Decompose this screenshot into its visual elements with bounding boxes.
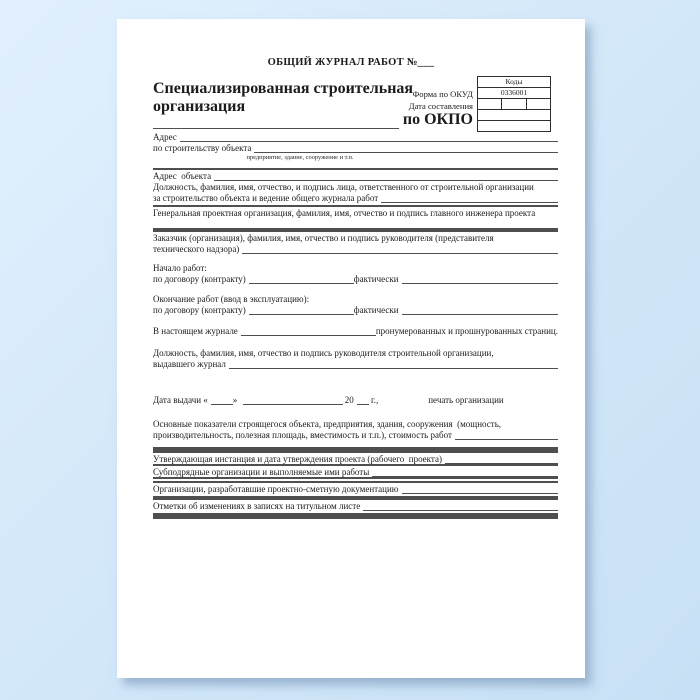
label-text: фактически	[353, 305, 399, 315]
label-text: Субподрядные организации и выполняемые ими работы	[153, 467, 370, 477]
blank-underline	[153, 517, 558, 518]
codes-table-header: Коды	[478, 77, 551, 88]
blank-underline	[363, 500, 558, 511]
form-line	[153, 142, 558, 153]
label-text: производительность, полезная площадь, вместимость и т.п.), стоимость работ	[153, 430, 452, 440]
form-line	[153, 429, 558, 440]
form-line	[153, 232, 558, 243]
blank-underline	[455, 429, 558, 440]
label-text: Организации, разработавшие проектно-сметную документацию	[153, 484, 399, 494]
form-line	[153, 347, 558, 358]
compilation-date-label: Дата составления	[408, 101, 473, 111]
blank-underline	[153, 513, 558, 514]
blank-underline	[153, 228, 558, 229]
form-title: ОБЩИЙ ЖУРНАЛ РАБОТ №___	[267, 57, 435, 68]
blank-underline	[242, 243, 558, 254]
form-line	[153, 192, 558, 203]
label-text: Адрес объекта	[153, 171, 212, 181]
label-text: Адрес	[153, 132, 177, 142]
codes-table	[477, 76, 551, 132]
label-text: Заказчик (организация), фамилия, имя, отчество и подпись руководителя (представителя	[153, 233, 494, 243]
blank-underline	[241, 325, 376, 336]
blank-underline	[153, 168, 558, 169]
label-text: технического надзора)	[153, 244, 240, 254]
blank-underline	[243, 394, 343, 405]
blank-underline	[153, 451, 558, 452]
form-line	[153, 293, 558, 304]
blank-underline	[249, 304, 354, 315]
label-text: по договору (контракту)	[153, 305, 246, 315]
label-text: Отметки об изменениях в записях на титульном листе	[153, 501, 361, 511]
date-code-cell-1	[478, 99, 502, 110]
blank-underline	[153, 515, 558, 516]
blank-underline	[153, 230, 558, 231]
label-text: пронумерованных и прошнурованных страниц.	[375, 326, 558, 336]
blank-underline	[153, 205, 558, 206]
blank-line-row	[153, 517, 558, 519]
blank-underline	[153, 464, 558, 465]
organization-name-label: Специализированная строительная организация	[153, 80, 414, 115]
form-line	[153, 273, 558, 284]
label-text: Окончание работ (ввод в эксплуатацию):	[153, 294, 310, 304]
blank-underline	[153, 447, 558, 448]
blank-underline	[402, 304, 558, 315]
label-text: по договору (контракту)	[153, 274, 246, 284]
blank-underline	[249, 273, 354, 284]
blank-underline	[402, 483, 558, 494]
form-line	[153, 325, 558, 336]
form-header	[117, 19, 585, 131]
blank-underline	[153, 481, 558, 482]
form-line	[153, 153, 558, 161]
label-text: »	[232, 395, 240, 405]
okud-form-label: Форма по ОКУД	[412, 89, 473, 99]
label-text: 20	[342, 395, 354, 405]
blank-underline	[180, 131, 558, 142]
okud-code-value: 0336001	[478, 88, 551, 99]
label-text: г.,	[368, 395, 379, 405]
label-text: фактически	[353, 274, 399, 284]
label-text: Должность, фамилия, имя, отчество, и подпись лица, ответственного от строительной организации	[153, 182, 534, 192]
empty-code-cell	[478, 110, 551, 121]
form-line	[153, 394, 558, 405]
form-line	[153, 358, 558, 369]
blank-underline	[153, 477, 558, 478]
blank-underline	[153, 496, 558, 497]
blank-underline	[153, 117, 399, 129]
label-text: Дата выдачи «	[153, 395, 208, 405]
form-line	[153, 262, 558, 273]
form-body	[117, 131, 585, 519]
label-text: В настоящем журнале	[153, 326, 238, 336]
blank-underline	[381, 192, 558, 203]
blank-underline	[445, 453, 558, 464]
okpo-line	[153, 111, 473, 129]
label-text: по строительству объекта	[153, 143, 252, 153]
form-line	[153, 453, 558, 464]
blank-underline	[229, 358, 558, 369]
label-text: выдавшего журнал	[153, 359, 226, 369]
blank-underline	[153, 449, 558, 450]
label-text: за строительство объекта и ведение общего журнала работ	[153, 193, 379, 203]
blank-underline	[402, 273, 558, 284]
form-line	[153, 304, 558, 315]
label-text: Генеральная проектная организация, фамилия, имя, отчество и подпись главного инженера проекта	[153, 208, 536, 218]
date-code-cell-3	[526, 99, 550, 110]
form-line	[153, 243, 558, 254]
blank-underline	[214, 170, 558, 181]
label-text: Начало работ:	[153, 263, 207, 273]
form-line	[153, 418, 558, 429]
okpo-label: по ОКПО	[402, 111, 473, 128]
blank-line-row	[153, 477, 558, 479]
form-line	[153, 181, 558, 192]
form-document	[117, 19, 585, 678]
date-code-cell-2	[502, 99, 526, 110]
blank-underline	[153, 498, 558, 499]
form-line	[153, 466, 558, 477]
blank-underline	[254, 142, 558, 153]
label-text: Должность, фамилия, имя, отчество и подпись руководителя строительной организации,	[153, 348, 494, 358]
okpo-code-cell	[478, 121, 551, 132]
blank-underline	[211, 394, 233, 405]
form-line	[153, 170, 558, 181]
label-text: печать организации	[428, 395, 504, 405]
form-line	[153, 131, 558, 142]
label-text: Утверждающая инстанция и дата утверждения проекта (рабочего проекта)	[153, 454, 442, 464]
label-text: Основные показатели строящегося объекта, предприятия, здания, сооружения (мощность,	[153, 419, 502, 429]
blank-underline	[372, 466, 558, 477]
label-text: предприятие, здание, сооружение и т.п.	[246, 154, 354, 161]
form-line	[153, 500, 558, 511]
blank-underline	[357, 394, 369, 405]
form-line	[153, 207, 558, 218]
form-line	[153, 483, 558, 494]
